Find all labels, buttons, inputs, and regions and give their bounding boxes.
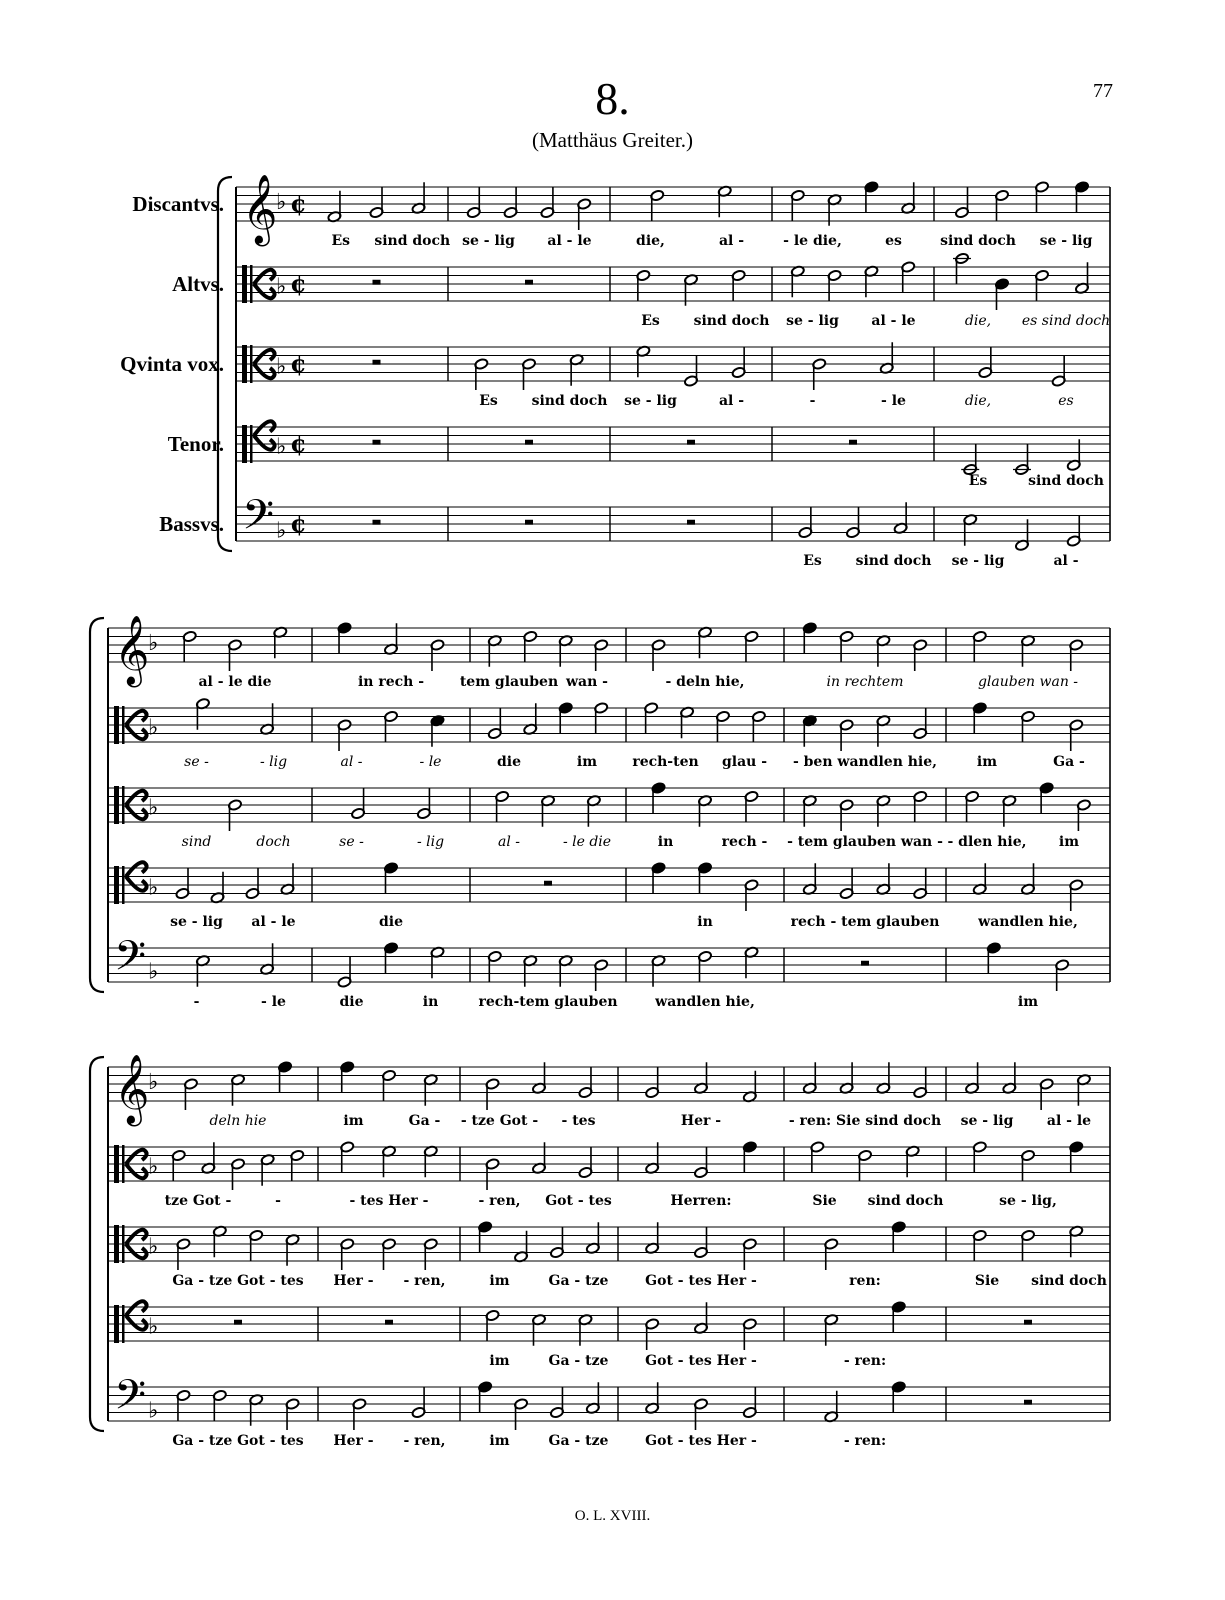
- lyric-syllable: al -: [340, 754, 363, 770]
- voice-name: Bassvs.: [159, 512, 224, 536]
- lyric-syllable: se - lig: [462, 233, 515, 249]
- note: [1035, 181, 1050, 213]
- note: [474, 358, 489, 390]
- note: [973, 630, 988, 662]
- note: [213, 1389, 228, 1421]
- lyric-syllable: - tem glauben wan -: [787, 834, 943, 850]
- lyric-syllable: Got - tes: [545, 1193, 612, 1209]
- note: [995, 189, 1010, 221]
- note: [698, 862, 713, 894]
- note: [955, 187, 970, 219]
- note: [522, 358, 537, 390]
- lyric-syllable: se -: [184, 754, 209, 770]
- note: [744, 790, 759, 822]
- note: [636, 269, 651, 301]
- lyric-syllable: - le die: [562, 834, 612, 850]
- note: [337, 622, 352, 654]
- lyric-syllable: tem glauben: [459, 674, 559, 690]
- note: [743, 1238, 758, 1270]
- lyric-syllable: - ben wandlen hie,: [792, 754, 938, 770]
- note: [651, 862, 666, 894]
- note: [578, 1067, 593, 1099]
- lyric-syllable: se - lig,: [999, 1193, 1057, 1209]
- lyric-syllable: Es: [803, 553, 822, 569]
- rest-icon: [861, 961, 869, 966]
- voice-name: Altvs.: [172, 272, 224, 296]
- lyric-syllable: se - lig: [1039, 233, 1093, 249]
- note: [1021, 1229, 1036, 1261]
- alla-breve-time-icon: ¢: [290, 189, 307, 218]
- lyric-syllable: -: [193, 994, 200, 1010]
- note: [495, 790, 510, 822]
- rest-icon: [525, 520, 533, 525]
- lyric-syllable: in: [697, 914, 713, 930]
- note: [384, 862, 399, 894]
- note: [1039, 782, 1054, 814]
- note: [485, 1078, 500, 1110]
- lyric-syllable: -: [809, 393, 816, 409]
- note: [651, 782, 666, 814]
- lyric-syllable: in rech -: [357, 674, 425, 690]
- note: [228, 799, 243, 831]
- flat-key-signature-icon: ♭: [276, 190, 287, 215]
- lyric-syllable: im: [976, 754, 998, 770]
- lyric-syllable: - tes: [561, 1113, 596, 1129]
- lyric-syllable: rech -: [721, 834, 768, 850]
- note: [228, 639, 243, 671]
- lyric-syllable: die,: [964, 393, 992, 409]
- note: [382, 1069, 397, 1101]
- rest-icon: [544, 881, 552, 886]
- note: [417, 788, 432, 820]
- lyric-syllable: tze Got -: [164, 1193, 232, 1209]
- note: [1069, 719, 1084, 751]
- rest-icon: [385, 1320, 393, 1325]
- lyric-syllable: im: [489, 1273, 510, 1289]
- lyric-syllable: in rechtem: [826, 674, 904, 690]
- voice-name: Discantvs.: [132, 192, 224, 216]
- clef-treble-icon: 𝄞: [114, 1054, 150, 1124]
- lyric-syllable: - ren:: [843, 1353, 887, 1369]
- note: [812, 358, 827, 390]
- note: [467, 187, 482, 219]
- lyric-syllable: doch: [256, 834, 291, 850]
- note: [716, 710, 731, 742]
- note: [1069, 1141, 1084, 1173]
- note: [1051, 355, 1066, 387]
- note: [485, 1309, 500, 1341]
- note: [488, 950, 503, 982]
- note: [337, 956, 352, 988]
- lyric-syllable: wan -: [566, 674, 608, 690]
- note: [645, 1318, 660, 1350]
- flat-key-signature-icon: ♭: [148, 1070, 159, 1095]
- note: [744, 879, 759, 911]
- lyric-syllable: sind doch: [1028, 473, 1104, 489]
- note: [846, 507, 861, 539]
- clef-treble-icon: 𝄞: [114, 615, 150, 685]
- flat-key-signature-icon: ♭: [148, 795, 159, 821]
- note: [231, 1158, 246, 1190]
- lyric-syllable: im: [1058, 834, 1080, 850]
- note: [810, 1141, 825, 1173]
- rest-icon: [525, 280, 533, 285]
- lyric-syllable: sind doch: [531, 393, 608, 409]
- note: [1021, 710, 1036, 742]
- voice-name: Qvinta vox.: [120, 352, 224, 376]
- lyric-syllable: sind doch: [855, 553, 932, 569]
- note: [1021, 1149, 1036, 1181]
- lyric-syllable: al -: [497, 834, 521, 850]
- lyric-syllable: deln hie: [209, 1113, 267, 1129]
- note: [558, 702, 573, 734]
- note: [891, 1381, 906, 1413]
- note: [839, 630, 854, 662]
- note: [523, 630, 538, 662]
- lyric-syllable: al - le: [547, 233, 592, 249]
- note: [290, 1149, 305, 1181]
- rest-icon: [525, 440, 533, 445]
- lyric-syllable: - le die,: [783, 233, 842, 249]
- note: [803, 622, 818, 654]
- note: [913, 868, 928, 900]
- lyric-syllable: Es: [968, 473, 988, 489]
- note: [1077, 799, 1092, 831]
- lyric-syllable: sind doch: [693, 313, 770, 329]
- lyric-syllable: rech-ten: [632, 754, 699, 770]
- flat-key-signature-icon: ♭: [148, 631, 159, 656]
- lyric-syllable: - ren,: [403, 1433, 446, 1449]
- note: [540, 187, 555, 219]
- flat-key-signature-icon: ♭: [148, 959, 159, 985]
- note: [987, 942, 1002, 974]
- composer-name: (Matthäus Greiter.): [532, 128, 693, 152]
- lyric-syllable: in: [657, 834, 674, 850]
- lyric-syllable: sind: [181, 834, 212, 850]
- note: [694, 1398, 709, 1430]
- lyric-syllable: - le: [419, 754, 442, 770]
- note: [1069, 879, 1084, 911]
- lyric-syllable: - dlen hie,: [947, 834, 1027, 850]
- lyric-syllable: se - lig: [170, 914, 223, 930]
- note: [488, 708, 503, 740]
- note: [694, 1227, 709, 1259]
- lyric-syllable: Ga -: [1053, 754, 1085, 770]
- note: [824, 1238, 839, 1270]
- flat-key-signature-icon: ♭: [148, 875, 159, 901]
- lyric-syllable: Ga - tze Got - tes: [172, 1433, 304, 1449]
- note: [913, 639, 928, 671]
- note: [839, 799, 854, 831]
- note: [171, 1149, 186, 1181]
- lyric-syllable: - ren,: [478, 1193, 521, 1209]
- lyric-syllable: - ren: Sie sind doch: [788, 1113, 942, 1129]
- note: [743, 1387, 758, 1419]
- note: [973, 1141, 988, 1173]
- lyric-syllable: - le: [881, 393, 906, 409]
- lyric-syllable: - lig: [416, 834, 445, 850]
- alla-breve-time-icon: ¢: [290, 269, 307, 298]
- flat-key-signature-icon: ♭: [276, 518, 287, 544]
- note: [891, 1221, 906, 1253]
- lyric-syllable: die,: [964, 313, 992, 329]
- lyric-syllable: die: [339, 994, 364, 1010]
- lyric-syllable: sind doch: [1031, 1273, 1107, 1289]
- lyric-syllable: Got - tes Her -: [645, 1353, 757, 1369]
- note: [176, 1389, 191, 1421]
- lyric-syllable: Ga -: [408, 1113, 441, 1129]
- lyric-syllable: se - lig: [960, 1113, 1014, 1129]
- lyric-syllable: im: [489, 1433, 510, 1449]
- source-reference: O. L. XVIII.: [574, 1508, 651, 1524]
- lyric-syllable: Her -: [680, 1113, 722, 1129]
- clef-bass-icon: 𝄢: [114, 932, 147, 990]
- note: [913, 790, 928, 822]
- lyric-syllable: Herren:: [670, 1193, 732, 1209]
- note: [249, 1229, 264, 1261]
- flat-key-signature-icon: ♭: [148, 715, 159, 741]
- lyric-syllable: - le: [261, 994, 286, 1010]
- flat-key-signature-icon: ♭: [148, 1314, 159, 1340]
- lyric-syllable: glauben wan -: [977, 674, 1079, 690]
- lyric-syllable: glau -: [721, 754, 768, 770]
- rest-icon: [373, 520, 381, 525]
- note: [961, 444, 979, 476]
- note: [577, 198, 592, 230]
- lyric-syllable: sind doch: [867, 1193, 944, 1209]
- lyric-syllable: sind doch: [940, 233, 1016, 249]
- note: [369, 187, 384, 219]
- lyric-syllable: Her -: [333, 1433, 374, 1449]
- rest-icon: [234, 1320, 242, 1325]
- note: [973, 702, 988, 734]
- note: [550, 1227, 565, 1259]
- lyric-syllable: Sie: [974, 1273, 1000, 1289]
- flat-key-signature-icon: ♭: [276, 274, 287, 300]
- lyric-syllable: -: [275, 1193, 281, 1209]
- note: [995, 278, 1010, 310]
- lyric-syllable: wandlen hie,: [655, 994, 755, 1010]
- lyric-syllable: - deln hie,: [665, 674, 745, 690]
- lyric-syllable: Ga - tze Got - tes: [172, 1273, 304, 1289]
- note: [827, 269, 842, 301]
- note: [478, 1221, 493, 1253]
- note: [731, 269, 746, 301]
- lyric-syllable: Got - tes Her -: [645, 1273, 757, 1289]
- alla-breve-time-icon: ¢: [290, 349, 307, 378]
- note: [382, 1238, 397, 1270]
- note: [731, 347, 746, 379]
- lyric-syllable: se - lig: [624, 393, 677, 409]
- note: [752, 710, 767, 742]
- note: [891, 1301, 906, 1333]
- lyric-syllable: Her -: [333, 1273, 374, 1289]
- lyric-syllable: Ga - tze: [548, 1353, 609, 1369]
- lyric-syllable: al - le: [871, 313, 916, 329]
- flat-key-signature-icon: ♭: [276, 354, 287, 380]
- note: [340, 1061, 355, 1093]
- note: [411, 1387, 426, 1419]
- system-brace: [90, 618, 104, 992]
- note: [384, 942, 399, 974]
- note: [650, 189, 665, 221]
- lyric-syllable: al - le die: [198, 674, 272, 690]
- note: [594, 702, 609, 734]
- lyric-syllable: die,: [636, 233, 665, 249]
- note: [798, 507, 813, 539]
- note: [485, 1158, 500, 1190]
- rest-icon: [687, 520, 695, 525]
- lyric-syllable: al -: [1053, 553, 1079, 569]
- lyric-syllable: se - lig: [786, 313, 839, 329]
- note: [791, 189, 806, 221]
- lyric-syllable: in: [422, 994, 439, 1010]
- note: [182, 630, 197, 662]
- lyric-syllable: - ren:: [843, 1433, 887, 1449]
- lyric-syllable: Got - tes Her -: [645, 1433, 757, 1449]
- note: [858, 1149, 873, 1181]
- lyric-syllable: Es: [479, 393, 498, 409]
- lyric-syllable: al -: [718, 393, 745, 409]
- lyric-syllable: al - le: [251, 914, 296, 930]
- note: [651, 639, 666, 671]
- lyric-syllable: es: [885, 233, 902, 249]
- note: [340, 1141, 355, 1173]
- lyric-syllable: es sind doch: [1021, 313, 1111, 329]
- note: [176, 1238, 191, 1270]
- lyric-syllable: Es: [331, 233, 351, 249]
- lyric-syllable: Ga - tze: [548, 1433, 609, 1449]
- note: [645, 1067, 660, 1099]
- note: [698, 950, 713, 982]
- lyric-syllable: im: [343, 1113, 364, 1129]
- lyric-syllable: - tes Her -: [349, 1193, 429, 1209]
- flat-key-signature-icon: ♭: [276, 434, 287, 460]
- rest-icon: [373, 360, 381, 365]
- note: [337, 719, 352, 751]
- rest-icon: [373, 280, 381, 285]
- note: [1075, 181, 1090, 213]
- lyric-syllable: rech-tem glauben: [478, 994, 618, 1010]
- note: [578, 1147, 593, 1179]
- alla-breve-time-icon: ¢: [290, 509, 307, 538]
- clef-treble-icon: 𝄞: [242, 174, 278, 244]
- note: [478, 1381, 493, 1413]
- note: [594, 639, 609, 671]
- lyric-syllable: im: [1017, 994, 1039, 1010]
- flat-key-signature-icon: ♭: [148, 1154, 159, 1180]
- note: [953, 252, 971, 284]
- note: [430, 639, 445, 671]
- note: [684, 355, 699, 387]
- note: [352, 1398, 367, 1430]
- lyric-syllable: Es: [641, 313, 660, 329]
- lyric-syllable: - tze Got -: [460, 1113, 539, 1129]
- lyric-syllable: sind doch: [374, 233, 451, 249]
- clef-bass-icon: 𝄢: [242, 491, 275, 549]
- flat-key-signature-icon: ♭: [148, 1398, 159, 1424]
- rest-icon: [849, 440, 857, 445]
- clef-bass-icon: 𝄢: [114, 1371, 147, 1429]
- lyric-syllable: - ren,: [403, 1273, 446, 1289]
- note: [285, 1398, 300, 1430]
- rest-icon: [1024, 1400, 1032, 1405]
- note: [973, 1229, 988, 1261]
- lyric-syllable: ren:: [849, 1273, 881, 1289]
- note: [1067, 515, 1082, 547]
- note: [278, 1061, 293, 1093]
- note: [384, 710, 399, 742]
- note: [245, 868, 260, 900]
- note: [965, 790, 980, 822]
- lyric-syllable: Ga - tze: [548, 1273, 609, 1289]
- lyric-syllable: wandlen hie,: [978, 914, 1078, 930]
- lyric-syllable: al - le: [1046, 1113, 1092, 1129]
- lyric-syllable: im: [489, 1353, 510, 1369]
- page-number: 77: [1093, 80, 1113, 102]
- lyric-syllable: im: [576, 754, 598, 770]
- note: [594, 959, 609, 991]
- note: [901, 261, 916, 293]
- lyric-syllable: die: [496, 754, 522, 770]
- note: [514, 1398, 529, 1430]
- rest-icon: [687, 440, 695, 445]
- lyric-syllable: se - lig: [951, 553, 1005, 569]
- note: [743, 1141, 758, 1173]
- note: [1069, 639, 1084, 671]
- note: [424, 1238, 439, 1270]
- note: [913, 708, 928, 740]
- voice-name: Tenor.: [167, 432, 224, 456]
- lyric-syllable: es: [1058, 393, 1074, 409]
- note: [978, 347, 993, 379]
- flat-key-signature-icon: ♭: [148, 1234, 159, 1260]
- lyric-syllable: se -: [339, 834, 364, 850]
- rest-icon: [1024, 1320, 1032, 1325]
- note: [340, 1238, 355, 1270]
- note: [839, 868, 854, 900]
- note: [913, 1067, 928, 1099]
- lyric-syllable: Sie: [812, 1193, 837, 1209]
- note: [1039, 1078, 1054, 1110]
- lyric-syllable: al -: [718, 233, 745, 249]
- note: [550, 1387, 565, 1419]
- note: [644, 702, 659, 734]
- note: [1013, 444, 1031, 476]
- lyric-syllable: die: [378, 914, 404, 930]
- system-brace: [90, 1057, 104, 1431]
- lyric-syllable: - lig: [259, 754, 288, 770]
- note: [839, 719, 854, 751]
- note: [744, 630, 759, 662]
- note: [184, 1078, 199, 1110]
- note: [743, 1318, 758, 1350]
- lyric-syllable: rech - tem glauben: [790, 914, 940, 930]
- note: [503, 187, 518, 219]
- alla-breve-time-icon: ¢: [290, 429, 307, 458]
- piece-number: 8.: [595, 73, 630, 124]
- note: [1035, 269, 1050, 301]
- note: [1055, 959, 1070, 991]
- note: [175, 868, 190, 900]
- note: [864, 181, 879, 213]
- rest-icon: [373, 440, 381, 445]
- note: [694, 1147, 709, 1179]
- note: [351, 788, 366, 820]
